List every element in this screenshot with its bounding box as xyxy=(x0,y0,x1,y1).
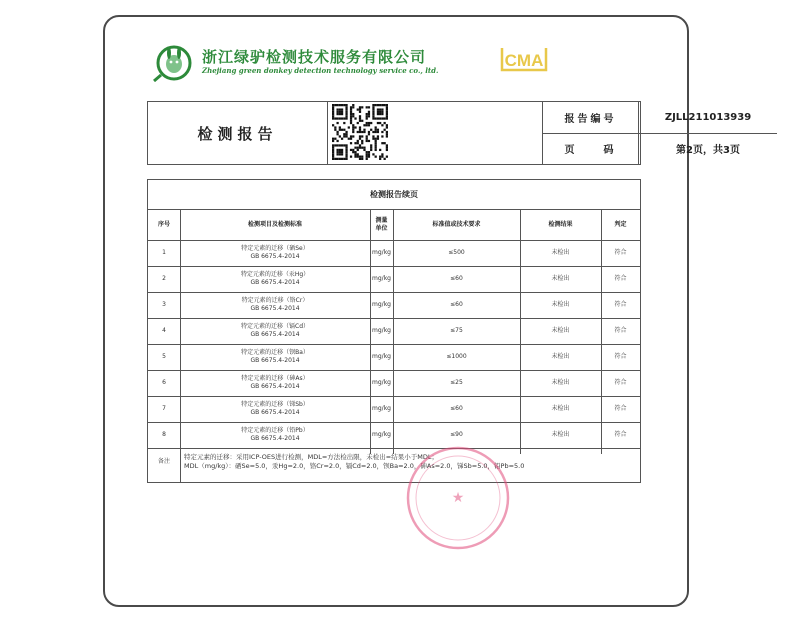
table-cell-limit: ≤60 xyxy=(450,301,463,308)
donkey-logo-icon xyxy=(152,44,194,82)
qr-code-cell xyxy=(328,102,543,164)
column-header: 标准值或技术要求 xyxy=(432,221,481,228)
report-no-row xyxy=(543,102,777,134)
column-header: 测量 单位 xyxy=(375,217,388,232)
table-cell-result: 未检出 xyxy=(551,275,570,282)
cma-text: CMA xyxy=(504,51,544,70)
table-cell-result: 未检出 xyxy=(551,379,570,386)
cma-mark-icon xyxy=(498,42,550,76)
table-cell-no: 6 xyxy=(162,379,166,386)
table-title: 检测报告续页 xyxy=(148,180,640,210)
table-cell-item: 特定元素的迁移（硒Se） GB 6675.4-2014 xyxy=(241,245,309,260)
table-cell-verdict: 符合 xyxy=(614,353,627,360)
table-cell-item: 特定元素的迁移（钡Ba） GB 6675.4-2014 xyxy=(241,349,309,364)
table-cell-result: 未检出 xyxy=(551,249,570,256)
note-line-1: 特定元素的迁移：采用ICP-OES进行检测，MDL=方法检出限，未检出=结果小于MDL； xyxy=(184,453,438,461)
table-cell-limit: ≤60 xyxy=(450,405,463,412)
table-cell-limit: ≤500 xyxy=(448,249,465,256)
table-cell-unit: mg/kg xyxy=(372,301,391,308)
column-header: 检测结果 xyxy=(548,221,573,228)
table-cell-no: 8 xyxy=(162,431,166,438)
page-value: 第2页，共3页 xyxy=(676,145,740,156)
table-cell-unit: mg/kg xyxy=(372,327,391,334)
table-cell-item: 特定元素的迁移（锑Sb） GB 6675.4-2014 xyxy=(241,401,309,416)
table-cell-no: 5 xyxy=(162,353,166,360)
report-no-label: 报告编号 xyxy=(543,102,639,133)
table-cell-result: 未检出 xyxy=(551,431,570,438)
table-cell-item: 特定元素的迁移（砷As） GB 6675.4-2014 xyxy=(241,375,309,390)
report-info-table xyxy=(147,101,752,165)
table-cell-unit: mg/kg xyxy=(372,275,391,282)
table-cell-limit: ≤60 xyxy=(450,275,463,282)
report-title: 检测报告 xyxy=(148,102,328,164)
qr-code-icon xyxy=(332,104,388,160)
red-seal-stamp xyxy=(400,440,520,552)
table-cell-unit: mg/kg xyxy=(372,353,391,360)
column-header: 检测项目及检测标准 xyxy=(247,221,302,228)
svg-text:★: ★ xyxy=(451,490,465,506)
table-cell-unit: mg/kg xyxy=(372,379,391,386)
table-cell-limit: ≤90 xyxy=(450,431,463,438)
table-cell-unit: mg/kg xyxy=(372,405,391,412)
table-cell-no: 2 xyxy=(162,275,166,282)
table-cell-verdict: 符合 xyxy=(614,379,627,386)
report-no-value: ZJLL211013939 xyxy=(664,112,752,123)
note-line-2: MDL（mg/kg）：硒Se=5.0，汞Hg=2.0，铬Cr=2.0，镉Cd=2.0，钡Ba=2.0，砷As=2.0，锑Sb=5.0，铅Pb=5.0 xyxy=(184,462,525,470)
table-cell-unit: mg/kg xyxy=(372,431,391,438)
table-cell-limit: ≤75 xyxy=(450,327,463,334)
page-label: 页 码 xyxy=(543,133,639,164)
company-name-cn: 浙江绿驴检测技术服务有限公司 xyxy=(202,48,427,66)
table-cell-item: 特定元素的迁移（铬Cr） GB 6675.4-2014 xyxy=(241,297,309,312)
table-cell-no: 4 xyxy=(162,327,166,334)
table-cell-result: 未检出 xyxy=(551,353,570,360)
note-label: 备注 xyxy=(157,458,170,465)
table-cell-verdict: 符合 xyxy=(614,327,627,334)
table-cell-item: 特定元素的迁移（镉Cd） GB 6675.4-2014 xyxy=(241,323,309,338)
table-cell-verdict: 符合 xyxy=(614,249,627,256)
table-cell-verdict: 符合 xyxy=(614,275,627,282)
table-cell-no: 3 xyxy=(162,301,166,308)
table-cell-no: 1 xyxy=(162,249,166,256)
table-cell-result: 未检出 xyxy=(551,301,570,308)
table-cell-no: 7 xyxy=(162,405,166,412)
results-table xyxy=(147,179,641,483)
column-header: 序号 xyxy=(157,221,170,228)
table-cell-item: 特定元素的迁移（铅Pb） GB 6675.4-2014 xyxy=(241,427,309,442)
table-cell-unit: mg/kg xyxy=(372,249,391,256)
page-row xyxy=(543,133,777,164)
table-cell-verdict: 符合 xyxy=(614,301,627,308)
column-header: 判定 xyxy=(614,221,627,228)
column-divider xyxy=(180,448,181,482)
table-cell-result: 未检出 xyxy=(551,327,570,334)
table-cell-item: 特定元素的迁移（汞Hg） GB 6675.4-2014 xyxy=(240,271,310,286)
table-cell-result: 未检出 xyxy=(551,405,570,412)
table-cell-limit: ≤25 xyxy=(450,379,463,386)
company-name-en: Zhejiang green donkey detection technology service co., ltd. xyxy=(202,66,439,75)
table-cell-verdict: 符合 xyxy=(614,431,627,438)
table-cell-verdict: 符合 xyxy=(614,405,627,412)
table-cell-limit: ≤1000 xyxy=(446,353,467,360)
